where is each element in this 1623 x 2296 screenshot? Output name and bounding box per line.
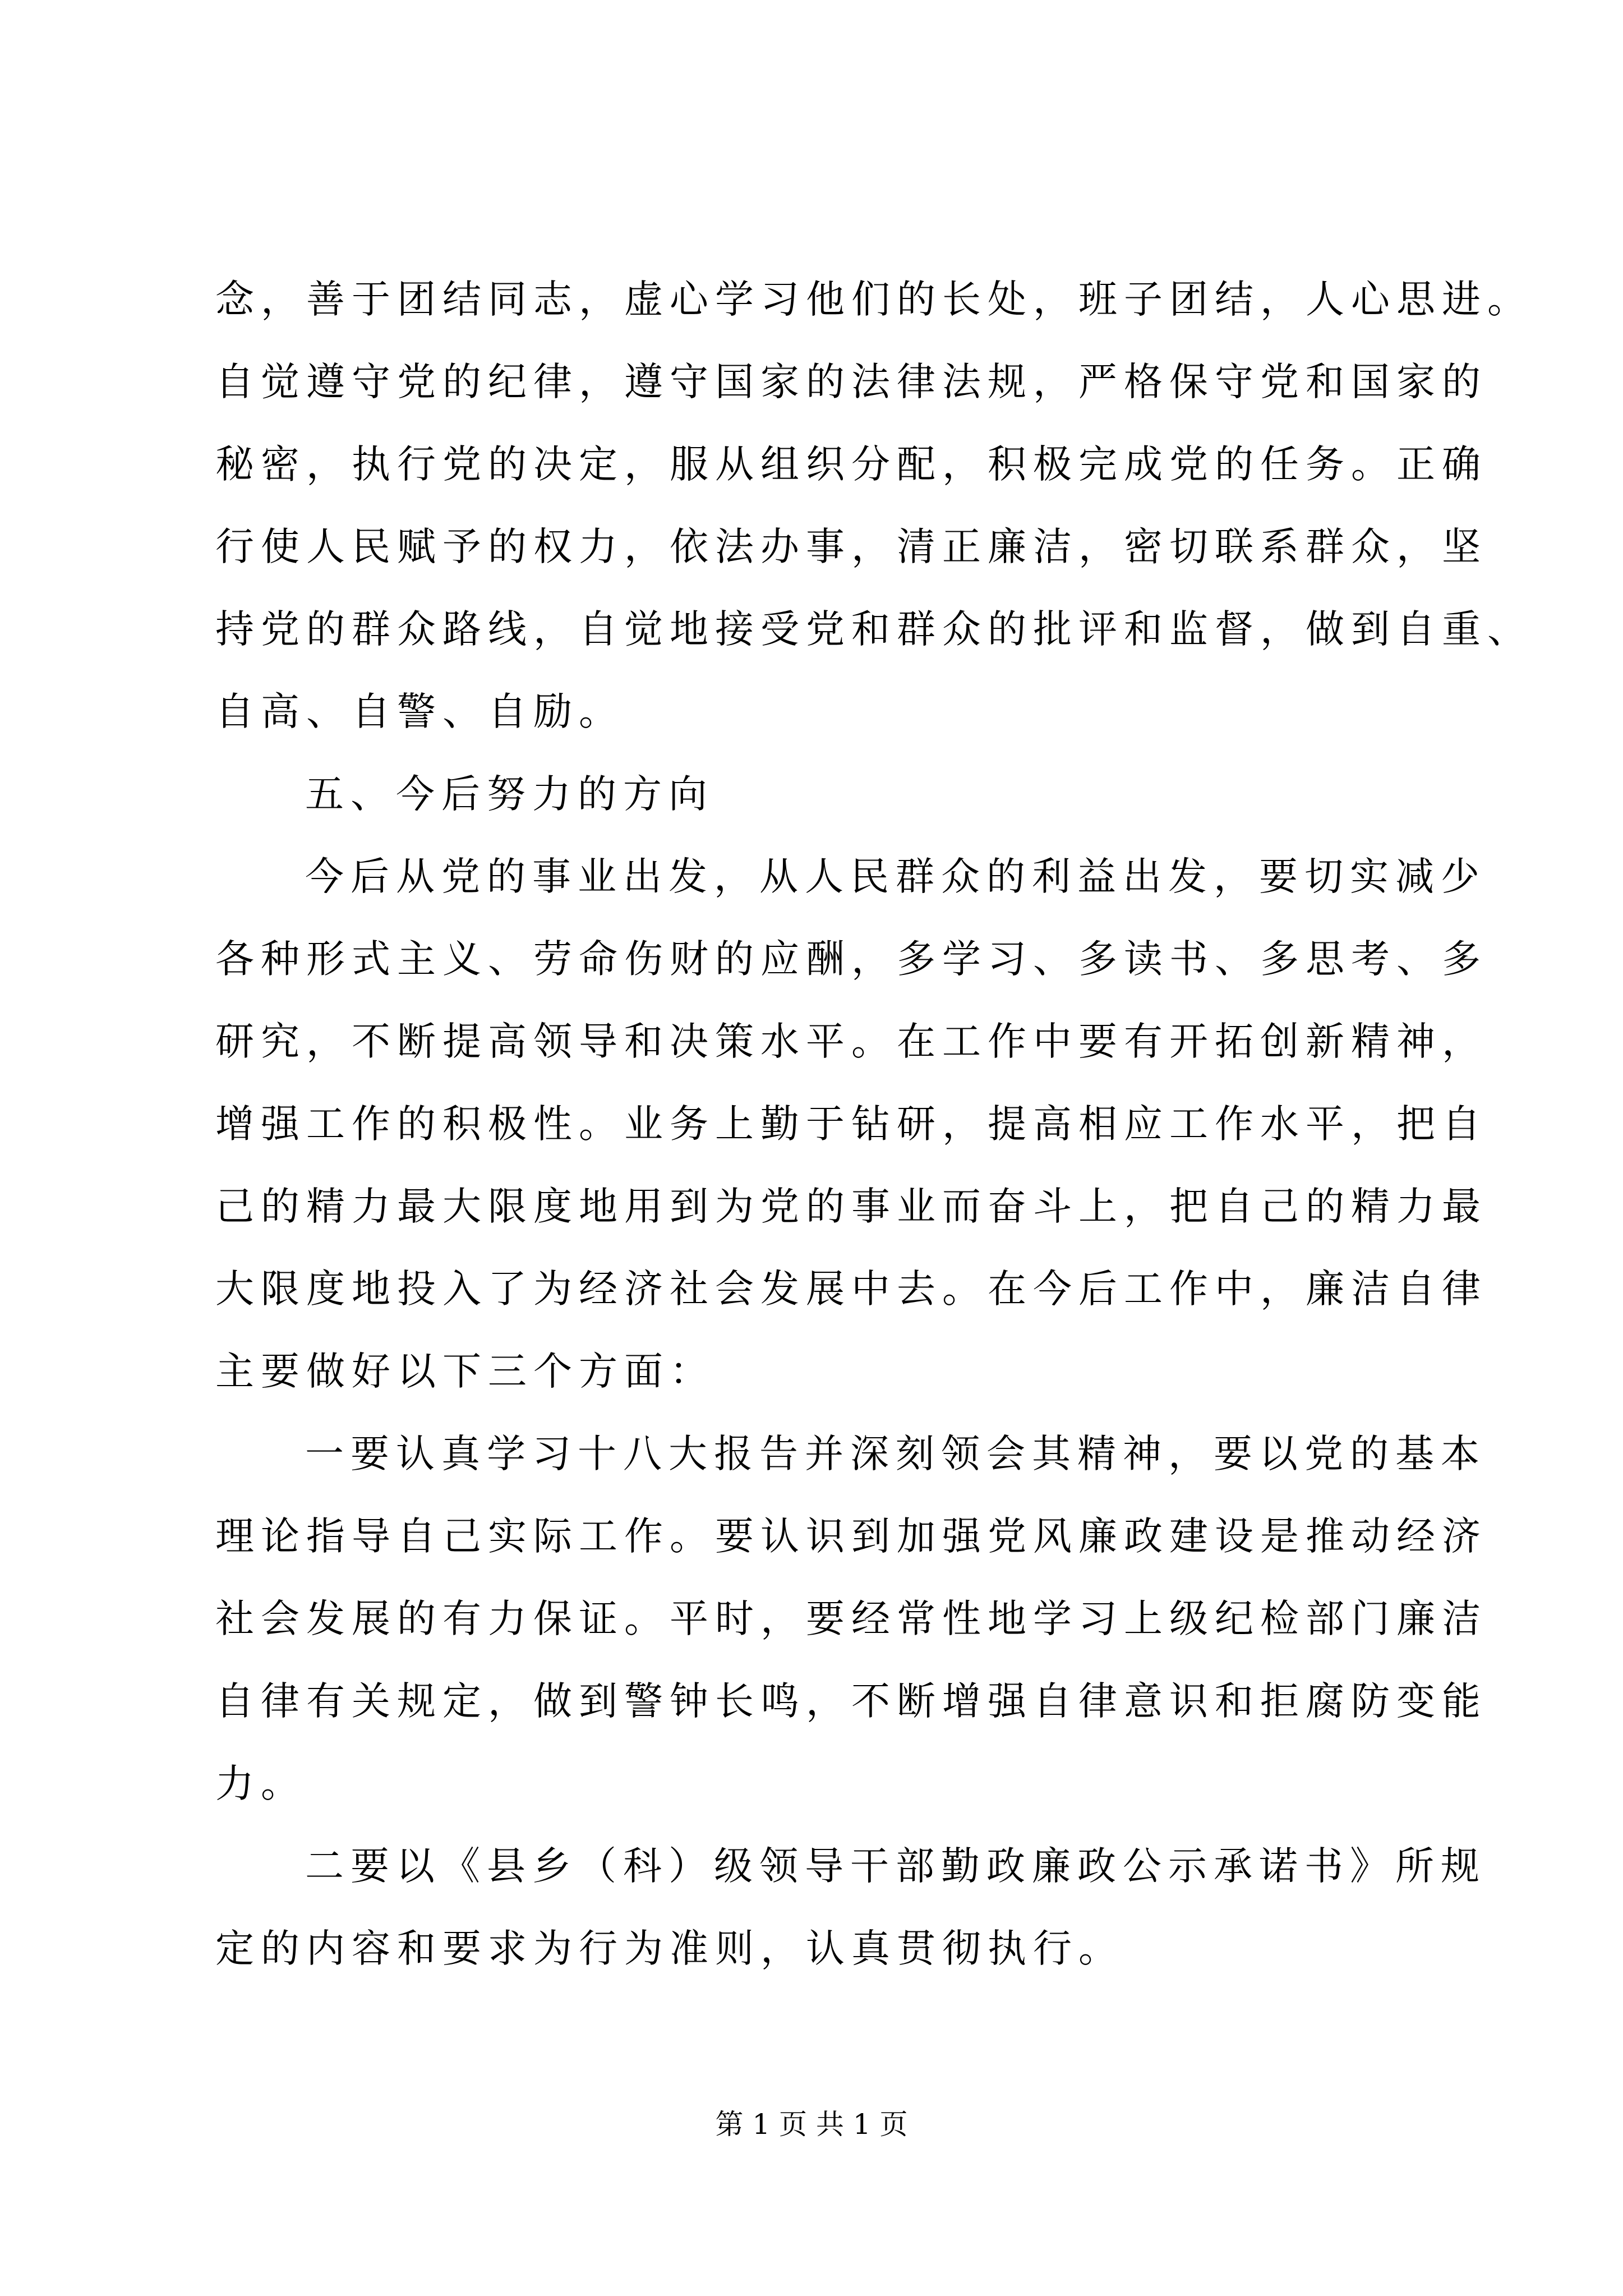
- body-line: 自高、自警、自励。: [215, 689, 624, 734]
- body-line: 秘密，执行党的决定，服从组织分配，积极完成党的任务。正确: [215, 442, 1487, 487]
- paragraph-first-line: 今后从党的事业出发，从人民群众的利益出发，要切实减少: [305, 854, 1486, 899]
- paragraph-first-line: 一要认真学习十八大报告并深刻领会其精神，要以党的基本: [305, 1432, 1486, 1476]
- page-number-footer: 第 1 页 共 1 页: [715, 2108, 908, 2141]
- body-line: 自觉遵守党的纪律，遵守国家的法律法规，严格保守党和国家的: [215, 360, 1487, 404]
- body-line: 力。: [215, 1761, 306, 1806]
- body-line: 社会发展的有力保证。平时，要经常性地学习上级纪检部门廉洁: [215, 1596, 1487, 1641]
- body-line: 主要做好以下三个方面：: [215, 1349, 715, 1394]
- body-line: 定的内容和要求为行为准则，认真贯彻执行。: [215, 1926, 1124, 1971]
- body-line: 持党的群众路线，自觉地接受党和群众的批评和监督，做到自重、: [215, 607, 1533, 652]
- body-line: 增强工作的积极性。业务上勤于钻研，提高相应工作水平，把自: [215, 1102, 1487, 1147]
- section-heading: 五、今后努力的方向: [305, 772, 714, 817]
- body-line: 理论指导自己实际工作。要认识到加强党风廉政建设是推动经济: [215, 1514, 1487, 1559]
- body-line: 自律有关规定，做到警钟长鸣，不断增强自律意识和拒腐防变能: [215, 1679, 1487, 1724]
- body-line: 己的精力最大限度地用到为党的事业而奋斗上，把自己的精力最: [215, 1184, 1487, 1229]
- body-line: 念，善于团结同志，虚心学习他们的长处，班子团结，人心思进。: [215, 277, 1533, 322]
- body-line: 研究，不断提高领导和决策水平。在工作中要有开拓创新精神，: [215, 1019, 1487, 1064]
- body-line: 各种形式主义、劳命伤财的应酬，多学习、多读书、多思考、多: [215, 937, 1487, 982]
- body-line: 行使人民赋予的权力，依法办事，清正廉洁，密切联系群众，坚: [215, 524, 1487, 569]
- body-line: 大限度地投入了为经济社会发展中去。在今后工作中，廉洁自律: [215, 1267, 1487, 1312]
- paragraph-first-line: 二要以《县乡（科）级领导干部勤政廉政公示承诺书》所规: [305, 1844, 1486, 1889]
